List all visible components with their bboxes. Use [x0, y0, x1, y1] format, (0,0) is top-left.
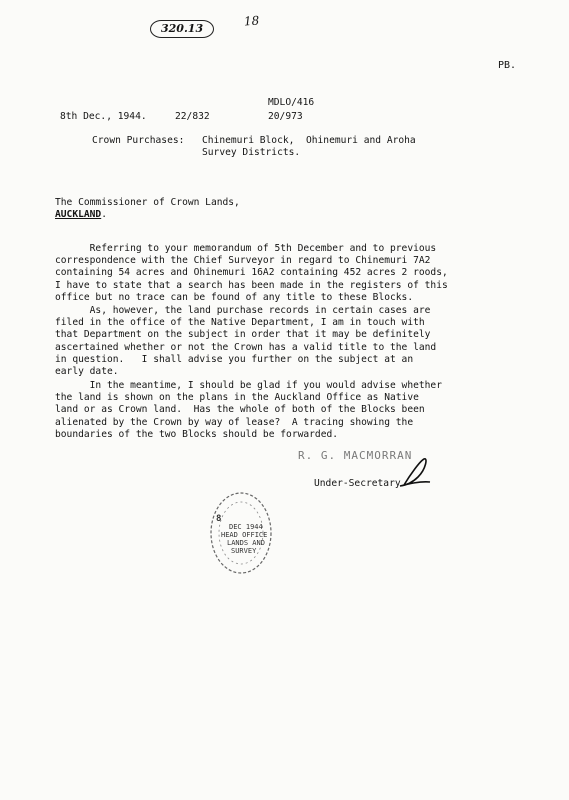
signature-flourish-icon	[396, 455, 436, 489]
handwritten-reference-circle	[150, 20, 214, 38]
office-date-stamp	[205, 485, 277, 577]
stamp-department: LANDS AND	[227, 539, 265, 547]
stamp-survey: SURVEY	[231, 547, 257, 555]
addressee-city: AUCKLAND.	[55, 209, 107, 220]
paragraph-1: Referring to your memorandum of 5th December and to previous correspondence with the Chief Surveyor in regard to Chinemuri 7A2 containing 54 acres and Ohinemuri 16A2 containing 452 acres 2 roods, I have to state that a search has been made in the registers of this office but no trace can be found of any title to these Blocks.	[55, 243, 448, 303]
paragraph-3: In the meantime, I should be glad if you would advise whether the land is shown on the plans in the Auckland Office as Native land or as Crown land. Has the whole of both of the Blocks been alienated by the Crown by way of lease? A tracing showing the boundaries of the two Blocks should be forwarded.	[55, 380, 442, 440]
paragraph-2: As, however, the land purchase records in certain cases are filed in the office of the Native Department, I am in touch with that Department on the subject in order that it may be definitely ascertained whether or not the Crown has a valid title to the land in question. I shall advise you further on the subject at an early date.	[55, 305, 437, 378]
subject-label: Crown Purchases:	[92, 135, 185, 146]
file-number: 20/973	[268, 111, 303, 122]
handwritten-page-number: 18	[243, 13, 260, 29]
subject-line-1: Chinemuri Block, Ohinemuri and Aroha	[202, 135, 416, 146]
subject-line-2: Survey Districts.	[202, 147, 301, 158]
letter-date: 8th Dec., 1944.	[60, 111, 147, 122]
stamp-month-year: DEC 1944	[229, 523, 263, 531]
reference-number: 22/832	[175, 111, 210, 122]
stamp-day: 8	[216, 514, 222, 524]
stamp-office: HEAD OFFICE	[221, 531, 268, 539]
header-code: PB.	[498, 60, 517, 71]
signature-name-stamp: R. G. MACMORRAN	[298, 449, 413, 462]
addressee-title: The Commissioner of Crown Lands,	[55, 197, 240, 208]
handwritten-reference: 320.13	[161, 22, 204, 35]
signature-title: Under-Secretary.	[314, 478, 407, 489]
mdlo-reference: MDLO/416	[268, 97, 315, 108]
